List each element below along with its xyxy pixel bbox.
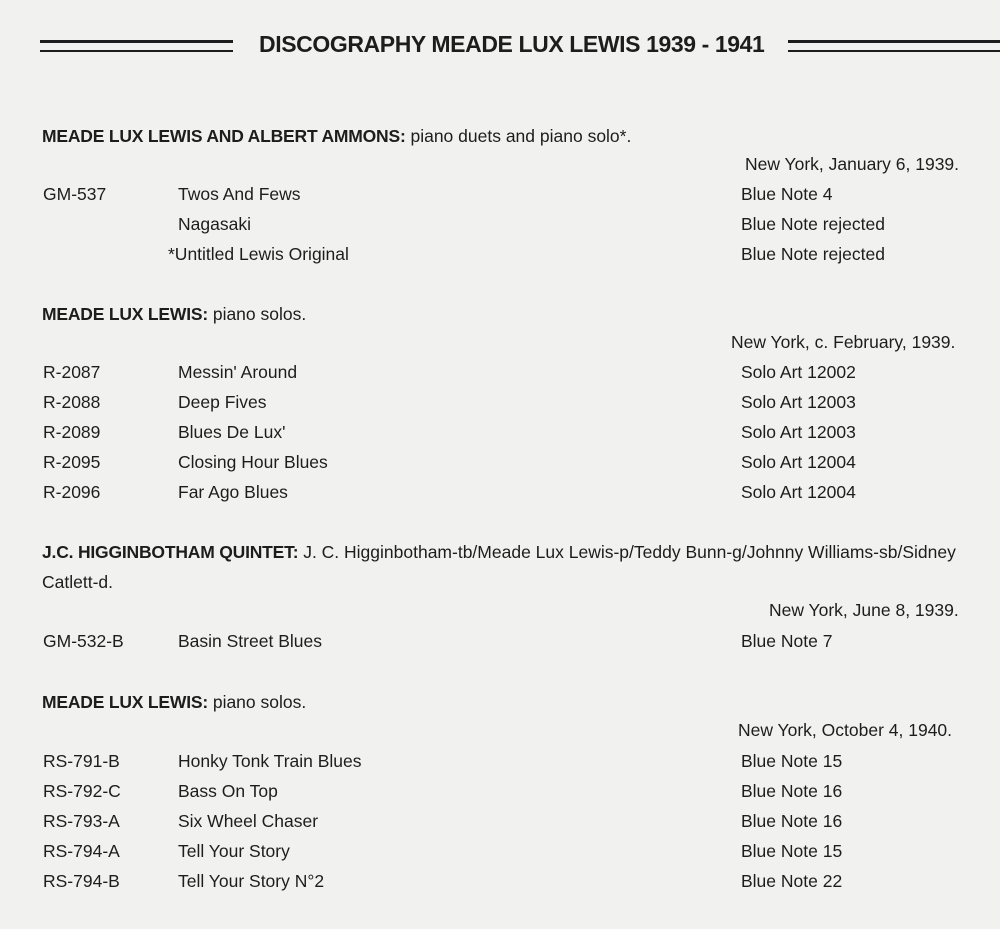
session-personnel: J. C. Higginbotham-tb/Meade Lux Lewis-p/Teddy Bunn-g/Johnny Williams-sb/Sidney Catlett-d. — [42, 542, 956, 592]
track-label: Solo Art 12003 — [741, 422, 856, 442]
track-matrix: GM-532-B — [43, 631, 124, 651]
session-location: New York, January 6, 1939. — [745, 154, 960, 174]
track-matrix: RS-793-A — [43, 811, 120, 831]
track-matrix: RS-791-B — [43, 751, 120, 771]
session-location: New York, c. February, 1939. — [731, 332, 956, 352]
track-row — [0, 244, 1000, 274]
header-rule-right — [788, 40, 1000, 52]
track-title: Nagasaki — [178, 214, 251, 234]
session-heading — [42, 537, 972, 597]
track-matrix: R-2087 — [43, 362, 101, 382]
track-label: Solo Art 12003 — [741, 392, 856, 412]
track-row — [0, 811, 1000, 841]
track-label: Blue Note 22 — [741, 871, 843, 891]
session-heading — [42, 304, 306, 325]
session-leader: MEADE LUX LEWIS AND ALBERT AMMONS: — [42, 126, 406, 146]
track-row — [0, 841, 1000, 871]
track-label: Blue Note rejected — [741, 244, 885, 264]
track-matrix: R-2088 — [43, 392, 101, 412]
track-title: Far Ago Blues — [178, 482, 288, 502]
track-title: Tell Your Story — [178, 841, 290, 861]
track-row — [0, 392, 1000, 422]
track-row — [0, 751, 1000, 781]
track-title: Honky Tonk Train Blues — [178, 751, 362, 771]
page-header — [0, 28, 1000, 64]
session-location: New York, October 4, 1940. — [738, 720, 953, 740]
session-personnel: piano solos. — [207, 692, 307, 712]
track-label: Blue Note 15 — [741, 751, 843, 771]
session-leader: MEADE LUX LEWIS: — [42, 304, 208, 324]
track-matrix: R-2096 — [43, 482, 101, 502]
track-label: Blue Note 16 — [741, 781, 843, 801]
session-leader: J.C. HIGGINBOTHAM QUINTET: — [42, 542, 299, 562]
session-personnel: piano solos. — [207, 304, 307, 324]
track-label: Blue Note 4 — [741, 184, 833, 204]
track-matrix: R-2095 — [43, 452, 101, 472]
session-heading — [42, 692, 306, 713]
track-title: Tell Your Story N°2 — [178, 871, 325, 891]
track-matrix: RS-794-B — [43, 871, 120, 891]
track-label: Solo Art 12004 — [741, 482, 856, 502]
page-title: DISCOGRAPHY MEADE LUX LEWIS 1939 - 1941 — [259, 31, 765, 57]
session-location: New York, June 8, 1939. — [769, 600, 959, 620]
track-label: Solo Art 12002 — [741, 362, 856, 382]
track-title: Messin' Around — [178, 362, 298, 382]
session-heading — [42, 126, 631, 147]
track-title: Basin Street Blues — [178, 631, 322, 651]
track-matrix: R-2089 — [43, 422, 101, 442]
track-row — [0, 871, 1000, 901]
track-title: Twos And Fews — [178, 184, 301, 204]
track-row — [0, 362, 1000, 392]
track-label: Blue Note 16 — [741, 811, 843, 831]
track-row — [0, 452, 1000, 482]
track-row — [0, 422, 1000, 452]
session-leader: MEADE LUX LEWIS: — [42, 692, 208, 712]
track-matrix: RS-794-A — [43, 841, 120, 861]
track-title: Closing Hour Blues — [178, 452, 328, 472]
track-row — [0, 214, 1000, 244]
track-matrix: GM-537 — [43, 184, 107, 204]
track-row — [0, 631, 1000, 661]
track-title: Bass On Top — [178, 781, 278, 801]
session-personnel: piano duets and piano solo*. — [405, 126, 632, 146]
track-row — [0, 184, 1000, 214]
track-title: Deep Fives — [178, 392, 267, 412]
track-label: Blue Note rejected — [741, 214, 885, 234]
track-row — [0, 781, 1000, 811]
track-title: *Untitled Lewis Original — [168, 244, 349, 264]
track-label: Solo Art 12004 — [741, 452, 856, 472]
track-matrix: RS-792-C — [43, 781, 121, 801]
track-label: Blue Note 7 — [741, 631, 833, 651]
header-rule-left — [40, 40, 233, 52]
track-title: Six Wheel Chaser — [178, 811, 319, 831]
track-title: Blues De Lux' — [178, 422, 286, 442]
track-row — [0, 482, 1000, 512]
track-label: Blue Note 15 — [741, 841, 843, 861]
